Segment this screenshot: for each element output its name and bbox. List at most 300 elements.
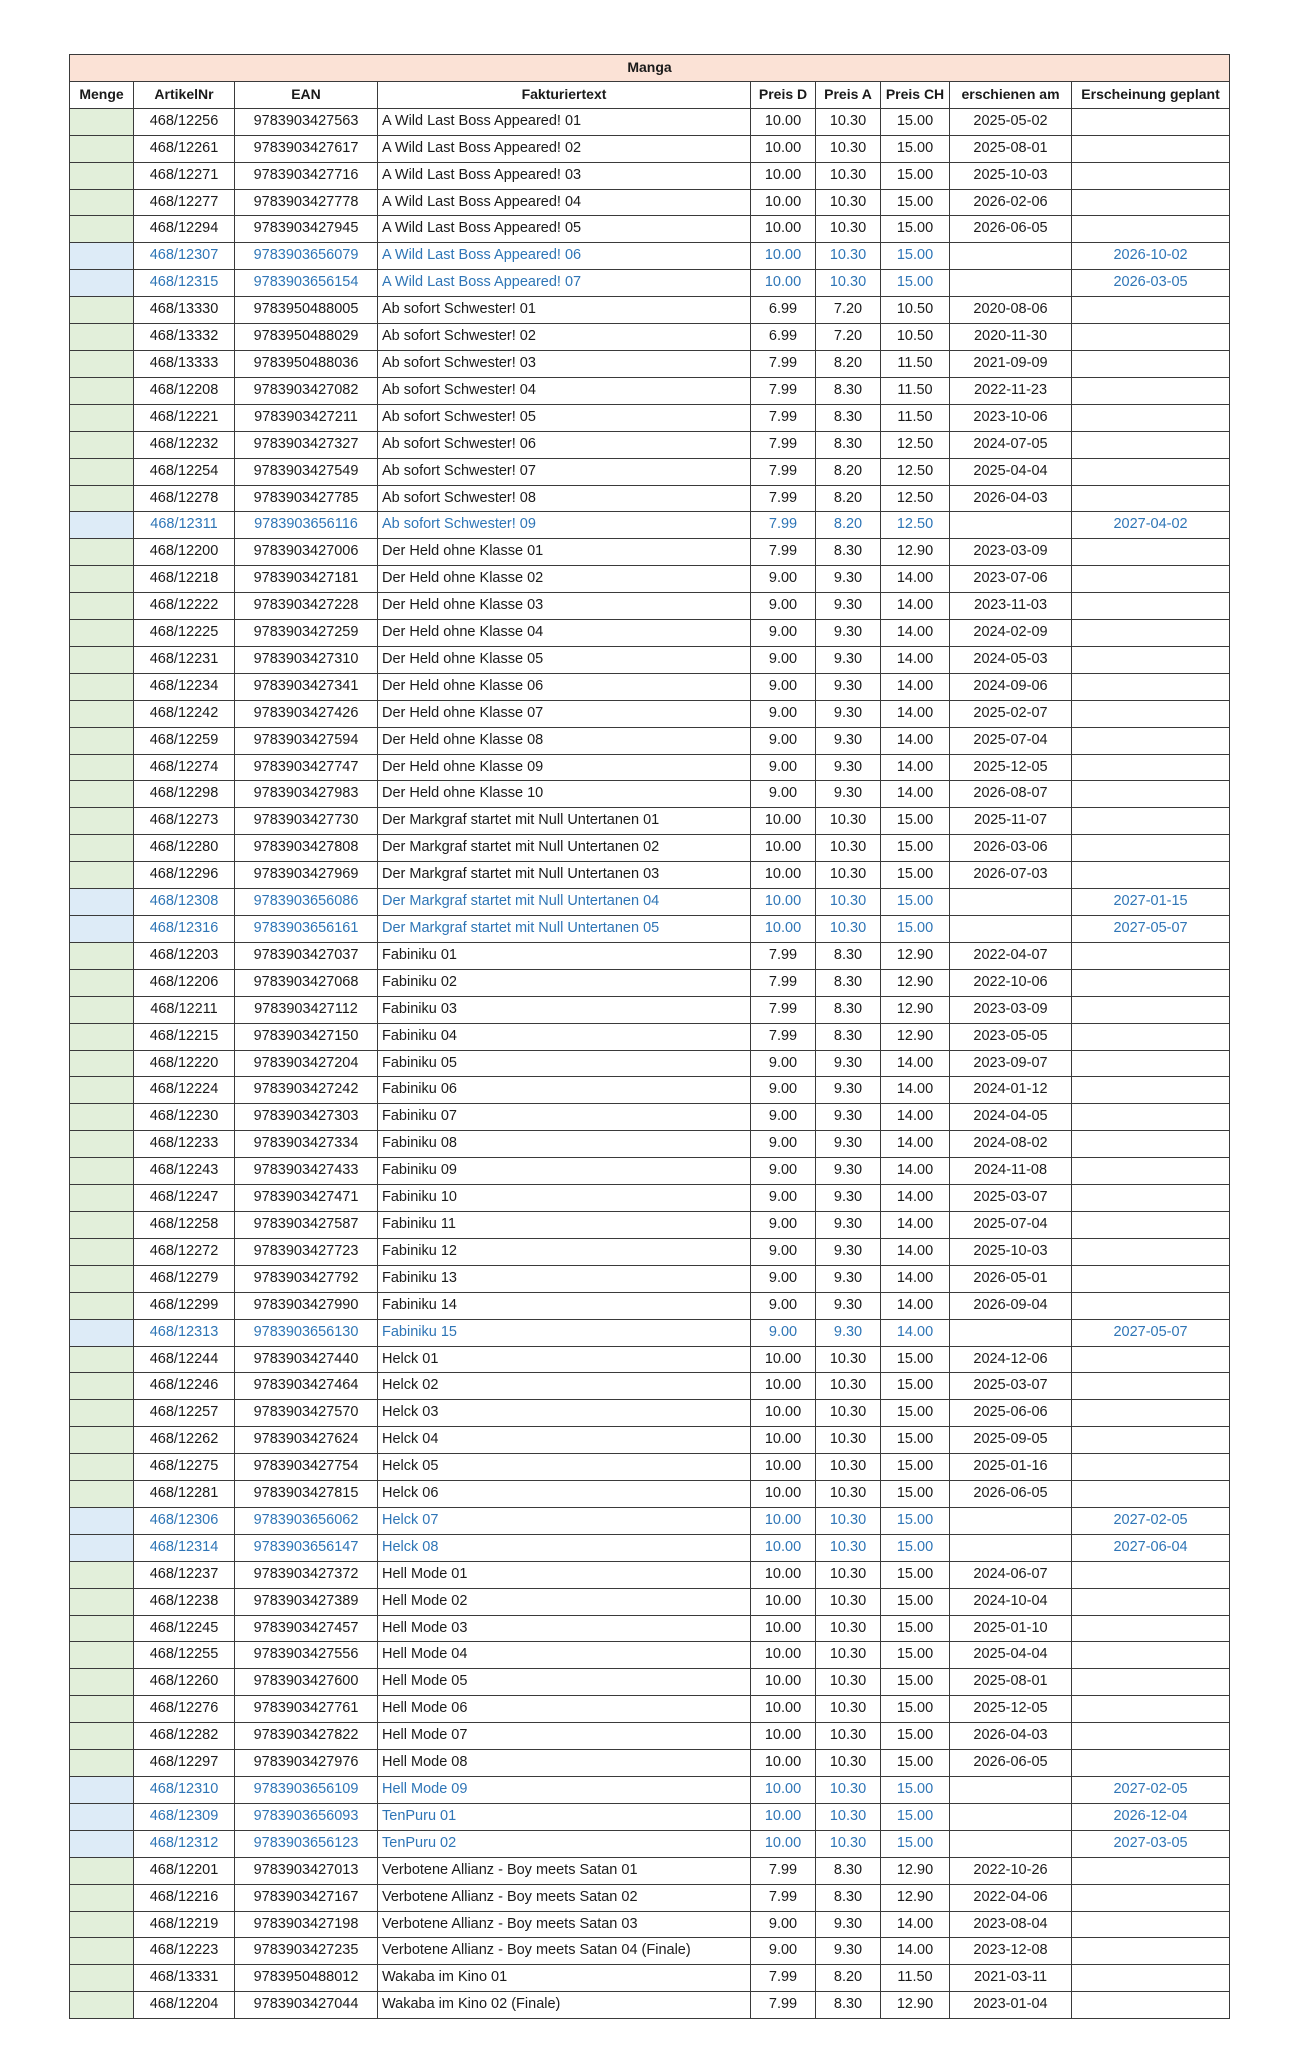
table-row <box>70 1507 1230 1534</box>
preis-d-cell: 9.00 <box>751 646 816 673</box>
fakturiertext-cell: A Wild Last Boss Appeared! 06 <box>378 243 751 270</box>
erscheinung-geplant-cell: 2027-03-05 <box>1072 1830 1230 1857</box>
table-row <box>70 1023 1230 1050</box>
preis-a-cell: 10.30 <box>816 1588 881 1615</box>
menge-input-cell[interactable] <box>70 1642 134 1669</box>
preis-ch-cell: 14.00 <box>881 620 950 647</box>
menge-input-cell[interactable] <box>70 1346 134 1373</box>
preis-d-cell: 10.00 <box>751 162 816 189</box>
menge-input-cell[interactable] <box>70 270 134 297</box>
ean-cell: 9783903427211 <box>235 404 378 431</box>
ean-cell: 9783903427327 <box>235 431 378 458</box>
ean-cell: 9783903427754 <box>235 1454 378 1481</box>
preis-ch-cell: 12.50 <box>881 512 950 539</box>
erscheinung-geplant-cell: 2026-03-05 <box>1072 270 1230 297</box>
preis-d-cell: 10.00 <box>751 1427 816 1454</box>
ean-cell: 9783903427037 <box>235 942 378 969</box>
preis-d-cell: 9.00 <box>751 1265 816 1292</box>
preis-ch-cell: 14.00 <box>881 1319 950 1346</box>
menge-input-cell[interactable] <box>70 1158 134 1185</box>
menge-input-cell[interactable] <box>70 1481 134 1508</box>
preis-a-cell: 9.30 <box>816 1238 881 1265</box>
preis-a-cell: 9.30 <box>816 754 881 781</box>
header-menge: Menge <box>70 81 134 108</box>
erscheinung-geplant-cell <box>1072 350 1230 377</box>
preis-d-cell: 9.00 <box>751 1158 816 1185</box>
fakturiertext-cell: Wakaba im Kino 01 <box>378 1965 751 1992</box>
artikel-nr-cell: 468/12245 <box>134 1615 235 1642</box>
preis-ch-cell: 15.00 <box>881 1346 950 1373</box>
menge-input-cell[interactable] <box>70 1723 134 1750</box>
menge-input-cell[interactable] <box>70 1696 134 1723</box>
menge-input-cell[interactable] <box>70 1938 134 1965</box>
erschienen-am-cell: 2026-04-03 <box>950 485 1072 512</box>
menge-input-cell[interactable] <box>70 1615 134 1642</box>
menge-input-cell[interactable] <box>70 1050 134 1077</box>
erscheinung-geplant-cell <box>1072 808 1230 835</box>
preis-ch-cell: 12.90 <box>881 996 950 1023</box>
menge-input-cell[interactable] <box>70 1211 134 1238</box>
menge-input-cell[interactable] <box>70 350 134 377</box>
preis-ch-cell: 15.00 <box>881 1534 950 1561</box>
preis-d-cell: 10.00 <box>751 1830 816 1857</box>
erscheinung-geplant-cell <box>1072 700 1230 727</box>
preis-ch-cell: 15.00 <box>881 1588 950 1615</box>
erschienen-am-cell: 2025-03-07 <box>950 1185 1072 1212</box>
preis-ch-cell: 15.00 <box>881 1830 950 1857</box>
preis-d-cell: 7.99 <box>751 1857 816 1884</box>
preis-d-cell: 9.00 <box>751 1938 816 1965</box>
menge-input-cell[interactable] <box>70 1830 134 1857</box>
erscheinung-geplant-cell <box>1072 1265 1230 1292</box>
artikel-nr-cell: 468/12276 <box>134 1696 235 1723</box>
menge-input-cell[interactable] <box>70 889 134 916</box>
preis-ch-cell: 12.90 <box>881 942 950 969</box>
artikel-nr-cell: 468/12221 <box>134 404 235 431</box>
ean-cell: 9783903427242 <box>235 1077 378 1104</box>
fakturiertext-cell: Hell Mode 05 <box>378 1669 751 1696</box>
preis-d-cell: 7.99 <box>751 539 816 566</box>
erscheinung-geplant-cell <box>1072 1373 1230 1400</box>
preis-ch-cell: 12.90 <box>881 1884 950 1911</box>
header-preis-a: Preis A <box>816 81 881 108</box>
ean-cell: 9783903427235 <box>235 1938 378 1965</box>
artikel-nr-cell: 468/12203 <box>134 942 235 969</box>
preis-a-cell: 10.30 <box>816 1615 881 1642</box>
fakturiertext-cell: Hell Mode 09 <box>378 1777 751 1804</box>
menge-input-cell[interactable] <box>70 377 134 404</box>
menge-input-cell[interactable] <box>70 1077 134 1104</box>
artikel-nr-cell: 468/12314 <box>134 1534 235 1561</box>
menge-input-cell[interactable] <box>70 1131 134 1158</box>
preis-a-cell: 7.20 <box>816 297 881 324</box>
ean-cell: 9783903427082 <box>235 377 378 404</box>
table-row <box>70 969 1230 996</box>
erschienen-am-cell: 2026-06-05 <box>950 1481 1072 1508</box>
preis-a-cell: 10.30 <box>816 162 881 189</box>
preis-d-cell: 9.00 <box>751 1131 816 1158</box>
menge-input-cell[interactable] <box>70 458 134 485</box>
menge-input-cell[interactable] <box>70 485 134 512</box>
menge-input-cell[interactable] <box>70 1965 134 1992</box>
menge-input-cell[interactable] <box>70 1534 134 1561</box>
menge-input-cell[interactable] <box>70 1238 134 1265</box>
menge-input-cell[interactable] <box>70 700 134 727</box>
artikel-nr-cell: 468/12259 <box>134 727 235 754</box>
fakturiertext-cell: Der Held ohne Klasse 04 <box>378 620 751 647</box>
preis-ch-cell: 15.00 <box>881 835 950 862</box>
preis-a-cell: 8.30 <box>816 431 881 458</box>
ean-cell: 9783903427303 <box>235 1104 378 1131</box>
erscheinung-geplant-cell <box>1072 324 1230 351</box>
fakturiertext-cell: Der Held ohne Klasse 06 <box>378 673 751 700</box>
ean-cell: 9783903427624 <box>235 1427 378 1454</box>
ean-cell: 9783903427815 <box>235 1481 378 1508</box>
artikel-nr-cell: 468/12233 <box>134 1131 235 1158</box>
artikel-nr-cell: 468/12277 <box>134 189 235 216</box>
table-row <box>70 162 1230 189</box>
menge-input-cell[interactable] <box>70 512 134 539</box>
menge-input-cell[interactable] <box>70 1185 134 1212</box>
menge-input-cell[interactable] <box>70 835 134 862</box>
ean-cell: 9783903427990 <box>235 1292 378 1319</box>
menge-input-cell[interactable] <box>70 1911 134 1938</box>
table-row <box>70 1857 1230 1884</box>
erschienen-am-cell: 2022-10-06 <box>950 969 1072 996</box>
erscheinung-geplant-cell <box>1072 673 1230 700</box>
fakturiertext-cell: Ab sofort Schwester! 03 <box>378 350 751 377</box>
table-row <box>70 1534 1230 1561</box>
menge-input-cell[interactable] <box>70 539 134 566</box>
preis-a-cell: 9.30 <box>816 1265 881 1292</box>
erscheinung-geplant-cell <box>1072 539 1230 566</box>
menge-input-cell[interactable] <box>70 297 134 324</box>
ean-cell: 9783903427822 <box>235 1723 378 1750</box>
erschienen-am-cell: 2025-06-06 <box>950 1400 1072 1427</box>
fakturiertext-cell: Ab sofort Schwester! 01 <box>378 297 751 324</box>
menge-input-cell[interactable] <box>70 727 134 754</box>
menge-input-cell[interactable] <box>70 1857 134 1884</box>
erschienen-am-cell <box>950 270 1072 297</box>
table-row <box>70 889 1230 916</box>
artikel-nr-cell: 468/13332 <box>134 324 235 351</box>
fakturiertext-cell: Der Held ohne Klasse 03 <box>378 593 751 620</box>
preis-a-cell: 10.30 <box>816 1830 881 1857</box>
preis-ch-cell: 14.00 <box>881 673 950 700</box>
erscheinung-geplant-cell <box>1072 404 1230 431</box>
erschienen-am-cell: 2026-05-01 <box>950 1265 1072 1292</box>
fakturiertext-cell: A Wild Last Boss Appeared! 01 <box>378 108 751 135</box>
table-row <box>70 1238 1230 1265</box>
preis-ch-cell: 14.00 <box>881 1938 950 1965</box>
ean-cell: 9783950488029 <box>235 324 378 351</box>
fakturiertext-cell: Hell Mode 04 <box>378 1642 751 1669</box>
preis-d-cell: 10.00 <box>751 1400 816 1427</box>
preis-d-cell: 7.99 <box>751 1884 816 1911</box>
artikel-nr-cell: 468/12281 <box>134 1481 235 1508</box>
erscheinung-geplant-cell <box>1072 1400 1230 1427</box>
erscheinung-geplant-cell <box>1072 996 1230 1023</box>
artikel-nr-cell: 468/12315 <box>134 270 235 297</box>
table-row <box>70 1346 1230 1373</box>
menge-input-cell[interactable] <box>70 969 134 996</box>
menge-input-cell[interactable] <box>70 1750 134 1777</box>
table-row <box>70 1669 1230 1696</box>
ean-cell: 9783903427600 <box>235 1669 378 1696</box>
menge-input-cell[interactable] <box>70 916 134 943</box>
erschienen-am-cell <box>950 916 1072 943</box>
menge-input-cell[interactable] <box>70 1803 134 1830</box>
erschienen-am-cell: 2026-07-03 <box>950 862 1072 889</box>
artikel-nr-cell: 468/12307 <box>134 243 235 270</box>
preis-a-cell: 9.30 <box>816 1211 881 1238</box>
preis-ch-cell: 12.90 <box>881 969 950 996</box>
preis-d-cell: 9.00 <box>751 1319 816 1346</box>
erscheinung-geplant-cell <box>1072 189 1230 216</box>
preis-ch-cell: 12.50 <box>881 485 950 512</box>
fakturiertext-cell: Der Held ohne Klasse 02 <box>378 566 751 593</box>
preis-a-cell: 9.30 <box>816 1292 881 1319</box>
menge-input-cell[interactable] <box>70 1292 134 1319</box>
menge-input-cell[interactable] <box>70 431 134 458</box>
menge-input-cell[interactable] <box>70 1884 134 1911</box>
preis-ch-cell: 15.00 <box>881 216 950 243</box>
menge-input-cell[interactable] <box>70 1400 134 1427</box>
preis-ch-cell: 14.00 <box>881 646 950 673</box>
preis-d-cell: 7.99 <box>751 969 816 996</box>
table-row <box>70 727 1230 754</box>
table-row <box>70 539 1230 566</box>
preis-ch-cell: 15.00 <box>881 808 950 835</box>
menge-input-cell[interactable] <box>70 754 134 781</box>
erscheinung-geplant-cell: 2027-02-05 <box>1072 1777 1230 1804</box>
menge-input-cell[interactable] <box>70 1588 134 1615</box>
menge-input-cell[interactable] <box>70 324 134 351</box>
preis-d-cell: 9.00 <box>751 1238 816 1265</box>
erscheinung-geplant-cell <box>1072 1884 1230 1911</box>
artikel-nr-cell: 468/12243 <box>134 1158 235 1185</box>
erschienen-am-cell <box>950 1803 1072 1830</box>
fakturiertext-cell: Verbotene Allianz - Boy meets Satan 02 <box>378 1884 751 1911</box>
artikel-nr-cell: 468/12219 <box>134 1911 235 1938</box>
table-row <box>70 1211 1230 1238</box>
menge-input-cell[interactable] <box>70 1669 134 1696</box>
fakturiertext-cell: Helck 01 <box>378 1346 751 1373</box>
menge-input-cell[interactable] <box>70 673 134 700</box>
preis-d-cell: 9.00 <box>751 1911 816 1938</box>
preis-ch-cell: 15.00 <box>881 135 950 162</box>
preis-a-cell: 10.30 <box>816 1454 881 1481</box>
erschienen-am-cell: 2024-11-08 <box>950 1158 1072 1185</box>
table-row <box>70 1104 1230 1131</box>
artikel-nr-cell: 468/12262 <box>134 1427 235 1454</box>
fakturiertext-cell: Helck 07 <box>378 1507 751 1534</box>
erschienen-am-cell <box>950 1830 1072 1857</box>
preis-ch-cell: 15.00 <box>881 243 950 270</box>
preis-a-cell: 8.30 <box>816 996 881 1023</box>
artikel-nr-cell: 468/12218 <box>134 566 235 593</box>
menge-input-cell[interactable] <box>70 996 134 1023</box>
erschienen-am-cell <box>950 889 1072 916</box>
ean-cell: 9783903427464 <box>235 1373 378 1400</box>
erschienen-am-cell: 2025-08-01 <box>950 135 1072 162</box>
ean-cell: 9783903427198 <box>235 1911 378 1938</box>
preis-d-cell: 6.99 <box>751 324 816 351</box>
artikel-nr-cell: 468/12306 <box>134 1507 235 1534</box>
menge-input-cell[interactable] <box>70 1023 134 1050</box>
artikel-nr-cell: 468/12299 <box>134 1292 235 1319</box>
menge-input-cell[interactable] <box>70 1265 134 1292</box>
artikel-nr-cell: 468/12204 <box>134 1992 235 2019</box>
table-row <box>70 700 1230 727</box>
preis-d-cell: 10.00 <box>751 1534 816 1561</box>
menge-input-cell[interactable] <box>70 862 134 889</box>
preis-a-cell: 8.20 <box>816 458 881 485</box>
preis-a-cell: 8.30 <box>816 1884 881 1911</box>
preis-ch-cell: 15.00 <box>881 1669 950 1696</box>
menge-input-cell[interactable] <box>70 566 134 593</box>
preis-d-cell: 9.00 <box>751 1104 816 1131</box>
preis-a-cell: 8.30 <box>816 942 881 969</box>
artikel-nr-cell: 468/12238 <box>134 1588 235 1615</box>
preis-d-cell: 7.99 <box>751 431 816 458</box>
menge-input-cell[interactable] <box>70 1561 134 1588</box>
menge-input-cell[interactable] <box>70 646 134 673</box>
menge-input-cell[interactable] <box>70 1507 134 1534</box>
preis-a-cell: 9.30 <box>816 700 881 727</box>
artikel-nr-cell: 468/13333 <box>134 350 235 377</box>
menge-input-cell[interactable] <box>70 1319 134 1346</box>
preis-d-cell: 9.00 <box>751 1077 816 1104</box>
erscheinung-geplant-cell <box>1072 377 1230 404</box>
artikel-nr-cell: 468/12313 <box>134 1319 235 1346</box>
preis-ch-cell: 14.00 <box>881 700 950 727</box>
menge-input-cell[interactable] <box>70 1454 134 1481</box>
menge-input-cell[interactable] <box>70 1777 134 1804</box>
preis-ch-cell: 14.00 <box>881 1158 950 1185</box>
table-row <box>70 1884 1230 1911</box>
erscheinung-geplant-cell <box>1072 620 1230 647</box>
menge-input-cell[interactable] <box>70 1992 134 2019</box>
erschienen-am-cell: 2023-03-09 <box>950 539 1072 566</box>
erschienen-am-cell: 2024-05-03 <box>950 646 1072 673</box>
artikel-nr-cell: 468/12256 <box>134 108 235 135</box>
menge-input-cell[interactable] <box>70 404 134 431</box>
ean-cell: 9783903656116 <box>235 512 378 539</box>
menge-input-cell[interactable] <box>70 243 134 270</box>
menge-input-cell[interactable] <box>70 1427 134 1454</box>
ean-cell: 9783903656154 <box>235 270 378 297</box>
preis-ch-cell: 14.00 <box>881 1131 950 1158</box>
ean-cell: 9783903427167 <box>235 1884 378 1911</box>
preis-ch-cell: 11.50 <box>881 404 950 431</box>
table-row <box>70 916 1230 943</box>
menge-input-cell[interactable] <box>70 1373 134 1400</box>
preis-a-cell: 9.30 <box>816 1911 881 1938</box>
erschienen-am-cell: 2024-04-05 <box>950 1104 1072 1131</box>
erscheinung-geplant-cell <box>1072 1481 1230 1508</box>
menge-input-cell[interactable] <box>70 781 134 808</box>
erschienen-am-cell: 2023-09-07 <box>950 1050 1072 1077</box>
erscheinung-geplant-cell <box>1072 862 1230 889</box>
table-row <box>70 862 1230 889</box>
erscheinung-geplant-cell <box>1072 566 1230 593</box>
fakturiertext-cell: Fabiniku 11 <box>378 1211 751 1238</box>
preis-a-cell: 8.30 <box>816 377 881 404</box>
preis-ch-cell: 14.00 <box>881 593 950 620</box>
table-row <box>70 1050 1230 1077</box>
fakturiertext-cell: Fabiniku 15 <box>378 1319 751 1346</box>
table-row <box>70 1777 1230 1804</box>
erschienen-am-cell: 2024-06-07 <box>950 1561 1072 1588</box>
menge-input-cell[interactable] <box>70 593 134 620</box>
menge-input-cell[interactable] <box>70 942 134 969</box>
table-row <box>70 620 1230 647</box>
ean-cell: 9783903427334 <box>235 1131 378 1158</box>
artikel-nr-cell: 468/12278 <box>134 485 235 512</box>
preis-d-cell: 10.00 <box>751 1723 816 1750</box>
ean-cell: 9783903427945 <box>235 216 378 243</box>
erscheinung-geplant-cell <box>1072 593 1230 620</box>
preis-a-cell: 10.30 <box>816 889 881 916</box>
preis-ch-cell: 15.00 <box>881 1615 950 1642</box>
ean-cell: 9783903656062 <box>235 1507 378 1534</box>
erschienen-am-cell: 2025-11-07 <box>950 808 1072 835</box>
preis-ch-cell: 12.90 <box>881 1023 950 1050</box>
erscheinung-geplant-cell <box>1072 1938 1230 1965</box>
table-row <box>70 135 1230 162</box>
fakturiertext-cell: Fabiniku 14 <box>378 1292 751 1319</box>
table-row <box>70 1400 1230 1427</box>
preis-a-cell: 7.20 <box>816 324 881 351</box>
preis-d-cell: 10.00 <box>751 1454 816 1481</box>
menge-input-cell[interactable] <box>70 216 134 243</box>
menge-input-cell[interactable] <box>70 1104 134 1131</box>
menge-input-cell[interactable] <box>70 135 134 162</box>
preis-ch-cell: 15.00 <box>881 1454 950 1481</box>
erscheinung-geplant-cell <box>1072 1104 1230 1131</box>
artikel-nr-cell: 468/12201 <box>134 1857 235 1884</box>
ean-cell: 9783903427006 <box>235 539 378 566</box>
ean-cell: 9783903427150 <box>235 1023 378 1050</box>
fakturiertext-cell: A Wild Last Boss Appeared! 07 <box>378 270 751 297</box>
preis-d-cell: 10.00 <box>751 1507 816 1534</box>
erschienen-am-cell: 2025-09-05 <box>950 1427 1072 1454</box>
menge-input-cell[interactable] <box>70 162 134 189</box>
menge-input-cell[interactable] <box>70 108 134 135</box>
menge-input-cell[interactable] <box>70 808 134 835</box>
fakturiertext-cell: Der Markgraf startet mit Null Untertanen 05 <box>378 916 751 943</box>
menge-input-cell[interactable] <box>70 189 134 216</box>
preis-d-cell: 9.00 <box>751 566 816 593</box>
erschienen-am-cell: 2021-09-09 <box>950 350 1072 377</box>
artikel-nr-cell: 468/12275 <box>134 1454 235 1481</box>
menge-input-cell[interactable] <box>70 620 134 647</box>
preis-a-cell: 9.30 <box>816 781 881 808</box>
preis-a-cell: 10.30 <box>816 1696 881 1723</box>
artikel-nr-cell: 468/12260 <box>134 1669 235 1696</box>
preis-d-cell: 7.99 <box>751 996 816 1023</box>
fakturiertext-cell: Hell Mode 06 <box>378 1696 751 1723</box>
fakturiertext-cell: A Wild Last Boss Appeared! 04 <box>378 189 751 216</box>
fakturiertext-cell: Fabiniku 02 <box>378 969 751 996</box>
preis-a-cell: 8.30 <box>816 1023 881 1050</box>
erschienen-am-cell: 2023-01-04 <box>950 1992 1072 2019</box>
table-row <box>70 297 1230 324</box>
preis-d-cell: 10.00 <box>751 1588 816 1615</box>
table-row <box>70 808 1230 835</box>
preis-d-cell: 7.99 <box>751 350 816 377</box>
